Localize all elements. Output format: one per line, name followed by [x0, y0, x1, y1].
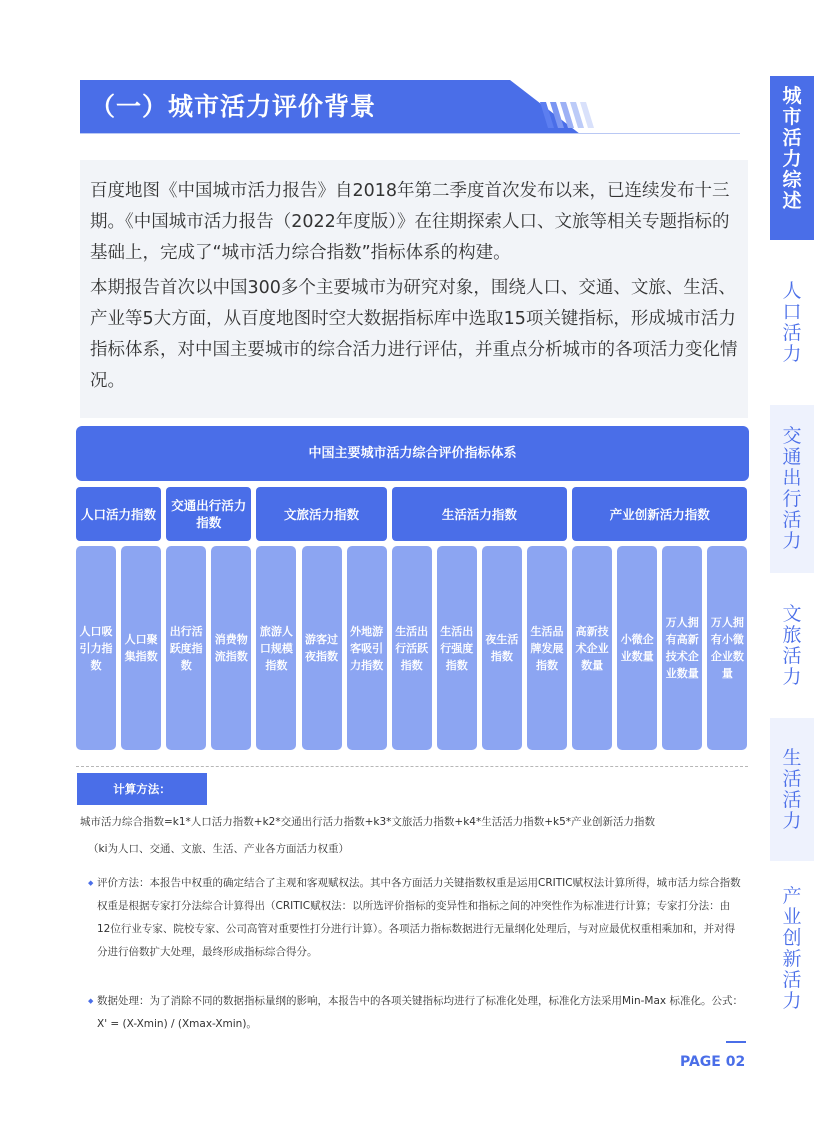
indicator-box: 游客过夜指数 — [302, 546, 342, 750]
intro-paragraph-2: 本期报告首次以中国300多个主要城市为研究对象，围绕人口、交通、文旅、生活、产业等5大方面，从百度地图时空大数据指标库中选取15项关键指标，形成城市活力指标体系，对中国主要城市的综合活力进行评估，并重点分析城市的各项活力变化情况。 — [90, 278, 738, 391]
indicator-box: 高新技术企业数量 — [572, 546, 612, 750]
diamond-bullet-icon: ◆ — [88, 997, 94, 1005]
decorative-stripes-icon — [526, 102, 596, 128]
side-tab-char: 力 — [782, 530, 802, 552]
side-tab-char: 活 — [782, 127, 802, 149]
indicator-box: 旅游人口规模指数 — [256, 546, 296, 750]
side-tab-char: 新 — [782, 947, 802, 970]
side-tab-char: 力 — [782, 809, 802, 832]
indicator-box: 出行活跃度指数 — [166, 546, 206, 750]
side-tab-char: 力 — [782, 665, 802, 688]
side-tab-char: 综 — [782, 169, 802, 191]
side-tab-6[interactable] — [770, 861, 814, 1036]
side-tab-char: 创 — [782, 926, 802, 949]
indicator-box: 小微企业数量 — [617, 546, 657, 750]
side-tab-char: 口 — [782, 300, 802, 323]
indicator-box: 生活出行强度指数 — [437, 546, 477, 750]
page-number-bar — [726, 1041, 746, 1043]
bullet-text: 评价方法：本报告中权重的确定结合了主观和客观赋权法。其中各方面活力关键指数权重是运用CRITIC赋权法计算所得，城市活力综合指数权重是根据专家打分法综合计算得出（CRITIC赋权法：以所选评价指标的变异性和指标之间的冲突性作为标准进行计算；专家打分法：由12位行业专家、院校专家、公司高管对重要性打分进行计算）。各项活力指标数据进行无量纲化处理后，与对应最优权重相乘加和，并对得分进行倍数扩大处理，最终形成指标综合得分。 — [97, 877, 741, 958]
indicator-box: 万人拥有小微企业数量 — [707, 546, 747, 750]
category-box-2: 交通出行活力指数 — [166, 487, 251, 541]
side-tab-char: 力 — [782, 342, 802, 365]
indicator-box: 万人拥有高新技术企业数量 — [662, 546, 702, 750]
section-title: （一）城市活力评价背景 — [90, 92, 377, 121]
side-tab-char: 活 — [782, 509, 802, 531]
page-number: PAGE 02 — [680, 1054, 746, 1070]
side-tab-char: 活 — [782, 767, 802, 790]
indicator-box: 生活品牌发展指数 — [527, 546, 567, 750]
side-tab-4[interactable] — [770, 573, 814, 718]
side-tab-char: 市 — [782, 106, 802, 128]
side-tab-char: 文 — [782, 602, 802, 625]
category-box-4: 生活活力指数 — [392, 487, 567, 541]
category-box-5: 产业创新活力指数 — [572, 487, 747, 541]
side-tab-2[interactable] — [770, 240, 814, 405]
banner-underline — [80, 133, 740, 134]
indicator-box: 消费物流指数 — [211, 546, 251, 750]
side-tab-char: 城 — [782, 85, 802, 107]
side-navigation — [770, 76, 814, 1036]
bullet-text: 数据处理：为了消除不同的数据指标量纲的影响，本报告中的各项关键指标均进行了标准化处理，标准化方法采用Min-Max 标准化。公式：X' = (X-Xmin) / (Xmax-Xmin)。 — [97, 995, 743, 1030]
indicator-box: 人口聚集指数 — [121, 546, 161, 750]
side-tab-char: 活 — [782, 968, 802, 991]
side-tab-char: 出 — [782, 467, 802, 489]
indicator-box: 夜生活指数 — [482, 546, 522, 750]
indicator-box: 生活出行活跃指数 — [392, 546, 432, 750]
indicator-system-diagram — [76, 426, 749, 680]
side-tab-char: 人 — [782, 279, 802, 302]
side-tab-char: 活 — [782, 788, 802, 811]
indicator-box: 人口吸引力指数 — [76, 546, 116, 750]
side-tab-char: 力 — [782, 148, 802, 170]
intro-box — [80, 160, 748, 418]
formula-text: 城市活力综合指数=k1*人口活力指数+k2*交通出行活力指数+k3*文旅活力指数+k4*生活活力指数+k5*产业创新活力指数 — [80, 816, 656, 828]
bullet-data-processing — [88, 990, 743, 1036]
side-tab-char: 业 — [782, 905, 802, 928]
side-tab-char: 活 — [782, 321, 802, 344]
category-box-3: 文旅活力指数 — [256, 487, 386, 541]
side-tab-1[interactable] — [770, 76, 814, 240]
side-tab-char: 述 — [782, 190, 802, 212]
side-tab-char: 交 — [782, 425, 802, 447]
category-box-1: 人口活力指数 — [76, 487, 161, 541]
side-tab-3[interactable] — [770, 405, 814, 573]
diagram-title: 中国主要城市活力综合评价指标体系 — [76, 426, 749, 481]
side-tab-char: 旅 — [782, 623, 802, 646]
side-tab-char: 生 — [782, 746, 802, 769]
side-tab-char: 活 — [782, 644, 802, 667]
indicator-box: 外地游客吸引力指数 — [347, 546, 387, 750]
section-banner — [80, 80, 580, 134]
diamond-bullet-icon: ◆ — [88, 879, 94, 887]
method-label: 计算方法： — [77, 773, 207, 805]
weights-note: （ki为人口、交通、文旅、生活、产业各方面活力权重） — [88, 843, 349, 855]
dashed-divider — [76, 766, 748, 767]
intro-paragraph-1: 百度地图《中国城市活力报告》自2018年第二季度首次发布以来，已连续发布十三期。《中国城市活力报告（2022年度版）》在往期探索人口、文旅等相关专题指标的基础上，完成了“城市活力综合指数”指标体系的构建。 — [90, 181, 730, 263]
side-tab-char: 行 — [782, 488, 802, 510]
side-tab-char: 力 — [782, 989, 802, 1012]
side-tab-5[interactable] — [770, 718, 814, 861]
side-tab-char: 产 — [782, 884, 802, 907]
bullet-evaluation-method — [88, 872, 743, 964]
side-tab-char: 通 — [782, 446, 802, 468]
